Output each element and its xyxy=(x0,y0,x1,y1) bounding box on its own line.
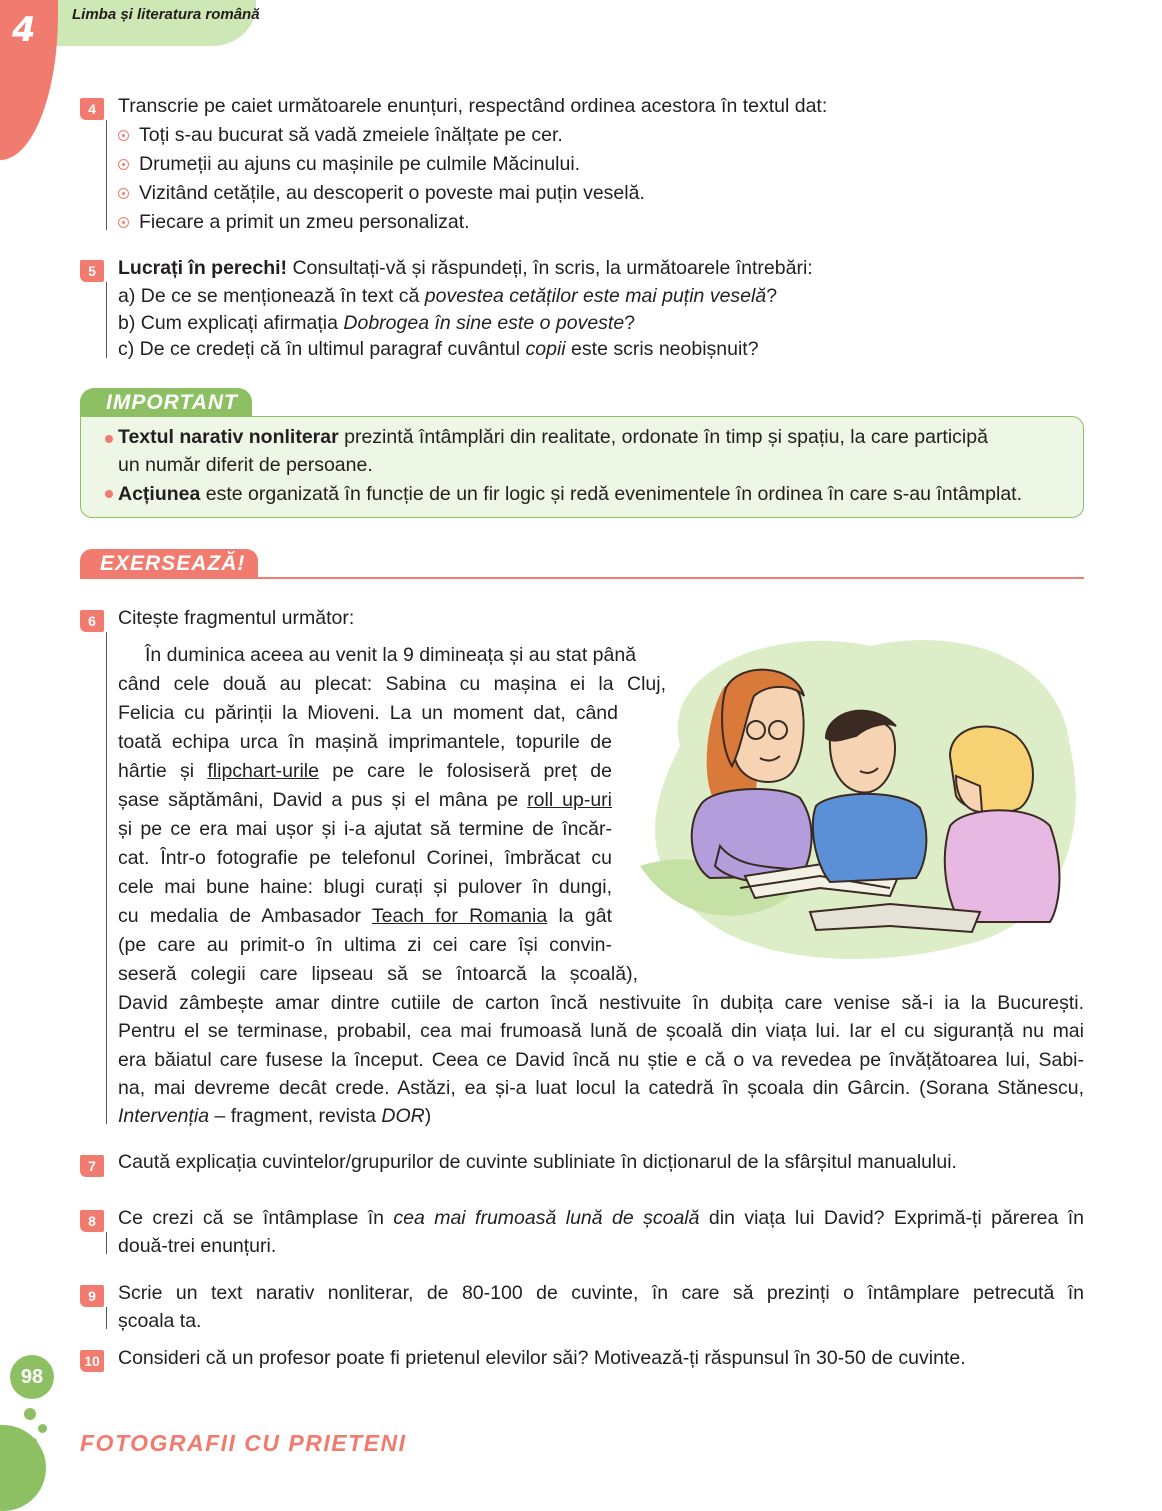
exercise-7-text: Caută explicația cuvintelor/grupurilor de cuvinte subliniate în dicționarul de la sfârșitul manualului. xyxy=(118,1151,957,1173)
unit-title: FOTOGRAFII CU PRIETENI xyxy=(80,1430,407,1456)
important-bullet-2: Acțiunea este organizată în funcție de un fir logic și redă evenimentele în ordinea în care s-au întâmplat. xyxy=(118,483,1022,505)
fragment-line: toată echipa urca în mașină imprimantele, topurile de xyxy=(118,731,612,753)
exercise-number-5: 5 xyxy=(80,260,104,282)
underlined-term: Teach for Romania xyxy=(371,905,548,927)
fragment-line: seseră colegii care lipseau să se întoarcă la școală), xyxy=(118,963,638,985)
question-c: c) De ce credeți că în ultimul paragraf cuvântul copii este scris neobișnuit? xyxy=(118,338,759,360)
exercise-rule xyxy=(106,282,107,358)
exercise-9-text-cont: școala ta. xyxy=(118,1310,202,1332)
exercise-4-prompt: Transcrie pe caiet următoarele enunțuri, respectând ordinea acestora în textul dat: xyxy=(118,95,828,117)
corner-decoration xyxy=(0,1425,46,1511)
fragment-line: (pe care au primit-o în ultima zi cei care își convin- xyxy=(118,934,612,956)
exercise-number-6: 6 xyxy=(80,610,104,632)
fragment-source: Intervenția – fragment, revista DOR) xyxy=(118,1105,432,1127)
exercise-10-text: Consideri că un profesor poate fi prietenul elevilor săi? Motivează-ți răspunsul în 30-50 de cuvinte. xyxy=(118,1347,966,1369)
list-item: Toți s-au bucurat să vadă zmeiele înălțate pe cer. xyxy=(118,121,563,150)
exercise-rule xyxy=(106,1232,107,1254)
fragment-line: când cele două au plecat: Sabina cu mașina ei la Cluj, xyxy=(118,673,666,695)
bullet-icon xyxy=(118,130,129,141)
fragment-line: Pentru el se terminase, probabil, cea mai frumoasă lună de școală din viața lui. Iar el cu siguranță nu mai xyxy=(118,1020,1084,1042)
fragment-line: era băiatul care fusese la început. Ceea ce David încă nu știe e că o va revedea pe învățătoarea lui, Sabi- xyxy=(118,1049,1084,1071)
exercise-number-10: 10 xyxy=(80,1350,104,1372)
exercise-6-prompt: Citește fragmentul următor: xyxy=(118,607,355,629)
decor-dot xyxy=(38,1424,47,1433)
bullet-icon xyxy=(118,159,129,170)
important-bullet-1: Textul narativ nonliterar prezintă întâmplări din realitate, ordonate în timp și spațiu, la care participă xyxy=(118,426,988,448)
question-b: b) Cum explicați afirmația Dobrogea în sine este o poveste? xyxy=(118,312,636,334)
exercise-rule xyxy=(106,632,107,1124)
list-item: Drumeții au ajuns cu mașinile pe culmile Măcinului. xyxy=(118,150,580,179)
fragment-line: Felicia cu părinții la Mioveni. La un moment dat, când xyxy=(118,702,618,724)
exercise-rule xyxy=(106,1307,107,1329)
exercise-8-text-cont: două-trei enunțuri. xyxy=(118,1235,277,1257)
exercise-number-4: 4 xyxy=(80,98,104,120)
exercise-5-prompt: Lucrați în perechi! Consultați-vă și răspundeți, în scris, la următoarele întrebări: xyxy=(118,257,813,279)
exercise-8-text: Ce crezi că se întâmplase în cea mai frumoasă lună de școală din viața lui David? Exprimă-ți părerea în xyxy=(118,1207,1084,1229)
exercise-number-7: 7 xyxy=(80,1155,104,1177)
chapter-number: 4 xyxy=(12,10,36,50)
bullet-icon xyxy=(105,490,113,498)
section-divider xyxy=(80,577,1084,579)
fragment-line: și pe ce era mai ușor și i-a ajutat să termine de încăr- xyxy=(118,818,612,840)
fragment-line: șase săptămâni, David a pus și el mâna pe roll up-uri xyxy=(118,789,612,811)
decor-dot xyxy=(24,1408,36,1420)
reading-illustration xyxy=(620,626,1090,976)
underlined-term: roll up-uri xyxy=(527,789,612,811)
fragment-line: David zâmbește amar dintre cutiile de carton încă nestivuite în dubița care venise să-i ia la București. xyxy=(118,992,1084,1014)
fragment-line: na, mai devreme decât crede. Astăzi, ea și-a luat locul la catedră în școala din Gârcin. (Sorana Stănescu, xyxy=(118,1077,1084,1099)
fragment-line: cele mai bune haine: blugi curați și pulover în dungi, xyxy=(118,876,612,898)
list-item: Fiecare a primit un zmeu personalizat. xyxy=(118,208,470,237)
exercise-9-text: Scrie un text narativ nonliterar, de 80-100 de cuvinte, în care să prezinți o întâmplare petrecută în xyxy=(118,1282,1084,1304)
exercise-number-8: 8 xyxy=(80,1210,104,1232)
bullet-icon xyxy=(118,188,129,199)
bullet-icon xyxy=(118,217,129,228)
fragment-line: În duminica aceea au venit la 9 dimineața și au stat până xyxy=(145,644,637,666)
fragment-line: cu medalia de Ambasador Teach for Romania la gât xyxy=(118,905,613,927)
important-bullet-1-cont: un număr diferit de persoane. xyxy=(118,454,373,476)
important-title: IMPORTANT xyxy=(80,388,252,418)
fragment-line: hârtie și flipchart-urile pe care le folosiseră preț de xyxy=(118,760,612,782)
subject-title: Limba și literatura română xyxy=(72,6,260,23)
bullet-icon xyxy=(105,435,113,443)
exercise-rule xyxy=(106,120,107,230)
question-a: a) De ce se menționează în text că povestea cetăților este mai puțin veselă? xyxy=(118,285,778,307)
underlined-term: flipchart-urile xyxy=(207,760,319,782)
page-number: 98 xyxy=(10,1355,54,1399)
fragment-line: cat. Într-o fotografie pe telefonul Corinei, îmbrăcat cu xyxy=(118,847,612,869)
list-item: Vizitând cetățile, au descoperit o poveste mai puțin veselă. xyxy=(118,179,645,208)
exerseaza-title: EXERSEAZĂ! xyxy=(80,549,258,579)
exercise-number-9: 9 xyxy=(80,1285,104,1307)
